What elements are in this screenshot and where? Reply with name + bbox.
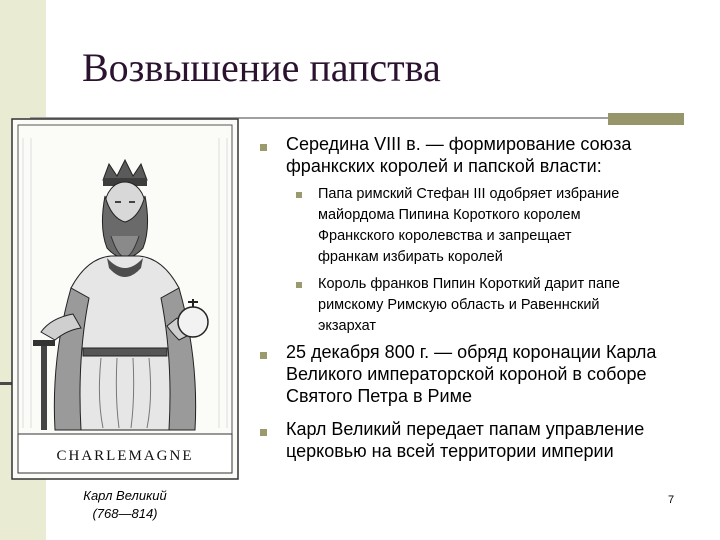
- sub-bullet-2-line-1: Король франков Пипин Короткий дарит папе: [318, 276, 620, 292]
- bullet-marker: [260, 352, 267, 359]
- bullet-1-line-2: франкских королей и папской власти:: [286, 156, 602, 176]
- sub-bullet-2-line-3: экзархат: [318, 318, 376, 334]
- bullet-marker: [260, 144, 267, 151]
- bullet-1-line-1: Середина VIII в. — формирование союза: [286, 134, 632, 154]
- sub-bullet-2-line-2: римскому Римскую область и Равеннский: [318, 297, 600, 313]
- portrait-caption-name: Карл Великий: [83, 488, 167, 503]
- portrait-banner: CHARLEMAGNE: [56, 448, 194, 464]
- sub-bullet-1-line-1: Папа римский Стефан III одобряет избрание: [318, 186, 620, 202]
- bullet-3-line-1: Карл Великий передает папам управление: [286, 419, 645, 439]
- charlemagne-portrait: [11, 118, 239, 480]
- sub-bullet-1-line-4: франкам избирать королей: [318, 249, 503, 265]
- bullet-3-line-2: церковью на всей территории империи: [286, 441, 614, 461]
- portrait-caption-years: (768—814): [92, 506, 158, 521]
- sub-bullet-1-line-2: майордома Пипина Короткого королем: [318, 207, 581, 223]
- page-number: 7: [668, 494, 675, 506]
- sub-bullet-marker: [296, 282, 302, 288]
- bullet-2-line-2: Великого императорской короной в соборе: [286, 364, 647, 384]
- sub-bullet-marker: [296, 192, 302, 198]
- bullet-2-line-3: Святого Петра в Риме: [286, 386, 472, 406]
- sub-bullet-1-line-3: Франкского королевства и запрещает: [318, 228, 572, 244]
- bullet-marker: [260, 429, 267, 436]
- corner-accent: [608, 113, 684, 125]
- slide-title: Возвышение папства: [82, 45, 441, 90]
- bullet-2-line-1: 25 декабря 800 г. — обряд коронации Карла: [286, 342, 657, 362]
